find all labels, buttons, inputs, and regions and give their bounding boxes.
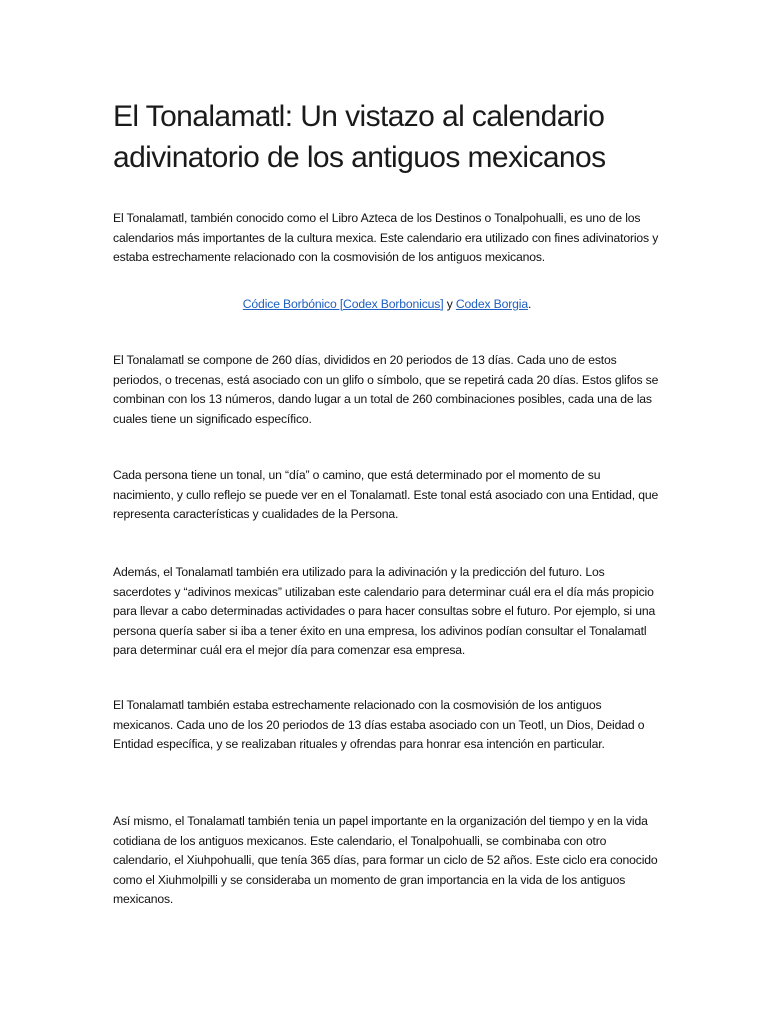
codex-borbonicus-link[interactable]: Códice Borbónico [Codex Borbonicus]: [242, 297, 444, 311]
paragraph-divination: Además, el Tonalamatl también era utilizado para la adivinación y la predicción del futuro. Los sacerdotes y “adivinos mexicas” utilizaban este calendario para determinar cuál era el día más propicio para llevar a cabo determinadas actividades o para hacer consultas sobre el futuro. Por ejemplo, si una persona quería saber si iba a tener éxito en una empresa, los adivinos podían consultar el Tonalamatl para determinar cuál era el mejor día para comenzar esa empresa.: [113, 565, 656, 658]
paragraph-structure: El Tonalamatl se compone de 260 días, divididos en 20 periodos de 13 días. Cada uno de estos periodos, o trecenas, está asociado con un glifo o símbolo, que se repetirá cada 20 días. Estos glifos se combinan con los 13 números, dando lugar a un total de 260 combinaciones posibles, cada una de las cuales tiene un significado específico.: [113, 353, 659, 426]
paragraph-tonal: Cada persona tiene un tonal, un “día” o camino, que está determinado por el momento de su nacimiento, y cullo reflejo se puede ver en el Tonalamatl. Este tonal está asociado con una Entidad, que representa características y cualidades de la Persona.: [113, 468, 659, 522]
codex-links: [113, 295, 661, 315]
paragraph-cosmovision: El Tonalamatl también estaba estrechamente relacionado con la cosmovisión de los antiguos mexicanos. Cada uno de los 20 periodos de 13 días estaba asociado con un Teotl, un Dios, Deidad o Entidad específica, y se realizaban rituales y ofrendas para honrar esa intención en particular.: [113, 698, 645, 752]
intro-paragraph: El Tonalamatl, también conocido como el Libro Azteca de los Destinos o Tonalpohualli, es uno de los calendarios más importantes de la cultura mexica. Este calendario era utilizado con fines adivinatorios y estaba estrechamente relacionado con la cosmovisión de los antiguos mexicanos.: [113, 211, 659, 265]
links-end: .: [527, 297, 532, 311]
codex-borgia-link[interactable]: Codex Borgia: [455, 297, 528, 311]
paragraph-time-organization: Así mismo, el Tonalamatl también tenia un papel importante en la organización del tiempo y en la vida cotidiana de los antiguos mexicanos. Este calendario, el Tonalpohualli, se combinaba con otro calendario, el Xiuhpohualli, que tenía 365 días, para formar un ciclo de 52 años. Este ciclo era conocido como el Xiuhmolpilli y se consideraba un momento de gran importancia en la vida de los antiguos mexicanos.: [113, 814, 658, 907]
page-title: El Tonalamatl: Un vistazo al calendario adivinatorio de los antiguos mexicanos: [113, 100, 606, 174]
links-separator: y: [443, 297, 456, 311]
